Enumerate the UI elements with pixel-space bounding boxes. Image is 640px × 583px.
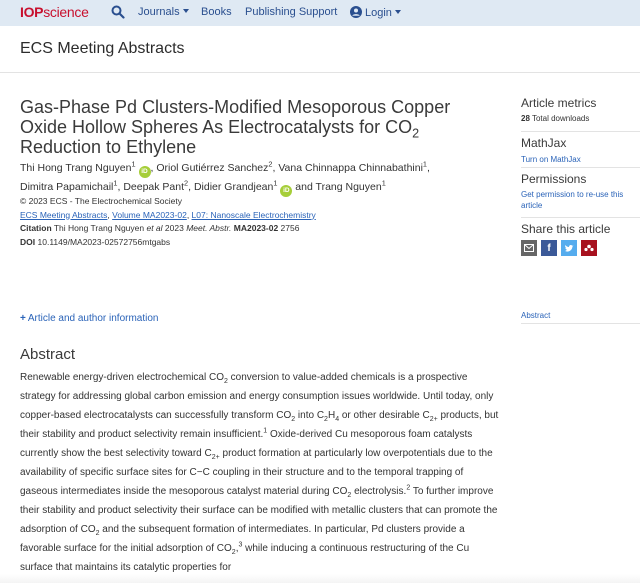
doi-label: DOI	[20, 236, 36, 247]
breadcrumb: ECS Meeting Abstracts, Volume MA2023-02, L07: Nanoscale Electrochemistry	[20, 209, 316, 220]
abstract-text: Renewable energy-driven electrochemical $CO_2$ conversion to value-added chemicals is a prospective strategy for addressing global carbon emission and energy consumption issues worldwide. Until today, only copper-based electrocatalysts can successfully transform $CO_2$ into $C_2H_4$ or other desirable $C_{2+}$ products, but their stability and product selectivity remain insufficient.$^1$ Oxide-derived Cu mesoporous foam catalysts currently show the best selectivity toward $C_{2+}$ product formation at particularly low overpotentials due to the availability of specific surface sites for C−C coupling in their structure and to the temporal trapping of gaseous intermediates inside the mesoporous catalyst material during $CO_2$ electrolysis.$^2$ To further improve their stability and product selectivity their surface can be modified with metallic clusters that can promote the adsorption of $CO_2$ and the subsequent formation of intermediates. In particular, Pd clusters provide a favorable surface for the initial adsorption of $CO_2,^3$ while inducing a continuous restructuring of the Cu surface that maintains its catalytic properties for	[20, 372, 499, 573]
user-icon	[350, 6, 362, 18]
doi	[20, 236, 500, 250]
nav-publishing-support[interactable]	[245, 6, 337, 19]
article-info-toggle[interactable]	[20, 313, 158, 324]
citation-authors: Thi Hong Trang Nguyen	[53, 223, 147, 233]
author-list: Thi Hong Trang Nguyen$^1$ iD , Oriol Gutiérrez Sanchez$^2$, Vana Chinnappa Chinnabathini$^1$, Dimitra Papamichail$^1$, Deepak Pant$^2$, Didier Grandjean$^1$ iD and Trang Nguyen$^1$	[20, 159, 500, 197]
citation	[20, 222, 500, 236]
scroll-fade	[0, 574, 640, 583]
citation-page: 2756	[278, 223, 300, 233]
author-affiliation: 1	[273, 178, 278, 188]
chevron-down-icon	[395, 10, 401, 14]
author-affiliation: 1	[422, 159, 428, 169]
search-icon[interactable]	[111, 5, 125, 19]
article-info-label: Article and author information	[27, 313, 159, 324]
nav-journals-label: Journals	[138, 6, 180, 18]
author-name[interactable]: Thi Hong Trang Nguyen	[20, 162, 132, 174]
sidebar-divider	[521, 167, 640, 168]
share-section	[521, 222, 640, 256]
get-permission-link[interactable]: Get permission to re-use this article	[521, 190, 624, 210]
copyright: © 2023 ECS - The Electrochemical Society	[20, 196, 183, 206]
article-title-subscript: 2	[412, 126, 420, 141]
sidebar-divider	[521, 217, 640, 218]
turn-on-mathjax-link[interactable]: Turn on MathJax	[521, 155, 581, 164]
nav-journals[interactable]	[138, 6, 189, 19]
article-meta	[20, 195, 500, 249]
author-name[interactable]: Didier Grandjean	[193, 181, 274, 193]
citation-journal: Meet. Abstr.	[186, 223, 232, 233]
header-divider	[0, 72, 640, 73]
facebook-share-icon[interactable]: f	[541, 240, 557, 256]
author-affiliation: 2	[184, 178, 189, 188]
article-title-part-b: Reduction to Ethylene	[20, 137, 197, 157]
author-affiliation: 1	[381, 178, 386, 188]
downloads-label: Total downloads	[531, 114, 590, 123]
permissions-section	[521, 172, 640, 211]
total-downloads	[521, 113, 640, 124]
iopscience-logo[interactable]	[20, 4, 89, 20]
article-metrics-heading: Article metrics	[521, 96, 597, 110]
author-name[interactable]: Trang Nguyen	[315, 181, 382, 193]
mendeley-share-icon[interactable]	[581, 240, 597, 256]
doi-value[interactable]: 10.1149/MA2023-02572756mtgabs	[37, 236, 171, 247]
sidebar-divider	[521, 131, 640, 132]
author-affiliation: 1	[113, 178, 118, 188]
author-name[interactable]: Vana Chinnappa Chinnabathini	[278, 162, 423, 174]
author-name[interactable]: Oriol Gutiérrez Sanchez	[156, 162, 269, 174]
breadcrumb-journal-link[interactable]: ECS Meeting Abstracts	[20, 209, 108, 220]
share-heading: Share this article	[521, 222, 611, 236]
author-name[interactable]: Dimitra Papamichail	[20, 181, 114, 193]
plus-icon: +	[20, 313, 26, 324]
abstract-heading: Abstract	[20, 346, 76, 363]
downloads-count: 28	[521, 114, 530, 123]
citation-label: Citation	[20, 223, 52, 233]
sidebar-abstract-link[interactable]: Abstract	[521, 311, 551, 320]
article-title	[20, 97, 500, 157]
logo-bold: IOP	[20, 4, 44, 20]
share-buttons	[521, 240, 640, 256]
orcid-icon[interactable]: iD	[139, 166, 151, 178]
author-affiliation: 1	[131, 159, 136, 169]
nav-books[interactable]	[201, 6, 232, 19]
breadcrumb-section-link[interactable]: L07: Nanoscale Electrochemistry	[191, 209, 316, 220]
twitter-share-icon[interactable]	[561, 240, 577, 256]
article-metrics-section	[521, 96, 640, 124]
breadcrumb-volume-link[interactable]: Volume MA2023-02	[112, 209, 187, 220]
sidebar-divider	[521, 323, 640, 324]
citation-volume: MA2023-02	[233, 223, 279, 233]
nav-books-label: Books	[201, 6, 232, 18]
logo-rest: science	[43, 4, 89, 20]
email-share-icon[interactable]	[521, 240, 537, 256]
author-name[interactable]: Deepak Pant	[123, 181, 185, 193]
citation-etal: et al	[146, 223, 163, 233]
orcid-icon[interactable]: iD	[280, 185, 292, 197]
mathjax-heading: MathJax	[521, 136, 567, 150]
journal-title[interactable]: ECS Meeting Abstracts	[20, 40, 185, 57]
citation-year: 2023	[162, 223, 187, 233]
permissions-heading: Permissions	[521, 172, 587, 186]
nav-publishing-support-label: Publishing Support	[245, 6, 338, 18]
mathjax-section	[521, 136, 640, 165]
top-nav	[0, 0, 640, 26]
nav-login[interactable]	[350, 6, 401, 20]
chevron-down-icon	[183, 9, 189, 13]
nav-login-label: Login	[365, 7, 392, 19]
article-title-part-a: Gas-Phase Pd Clusters-Modified Mesoporous Copper Oxide Hollow Spheres As Electrocatalysts for CO	[20, 97, 451, 137]
author-affiliation: 2	[268, 159, 273, 169]
